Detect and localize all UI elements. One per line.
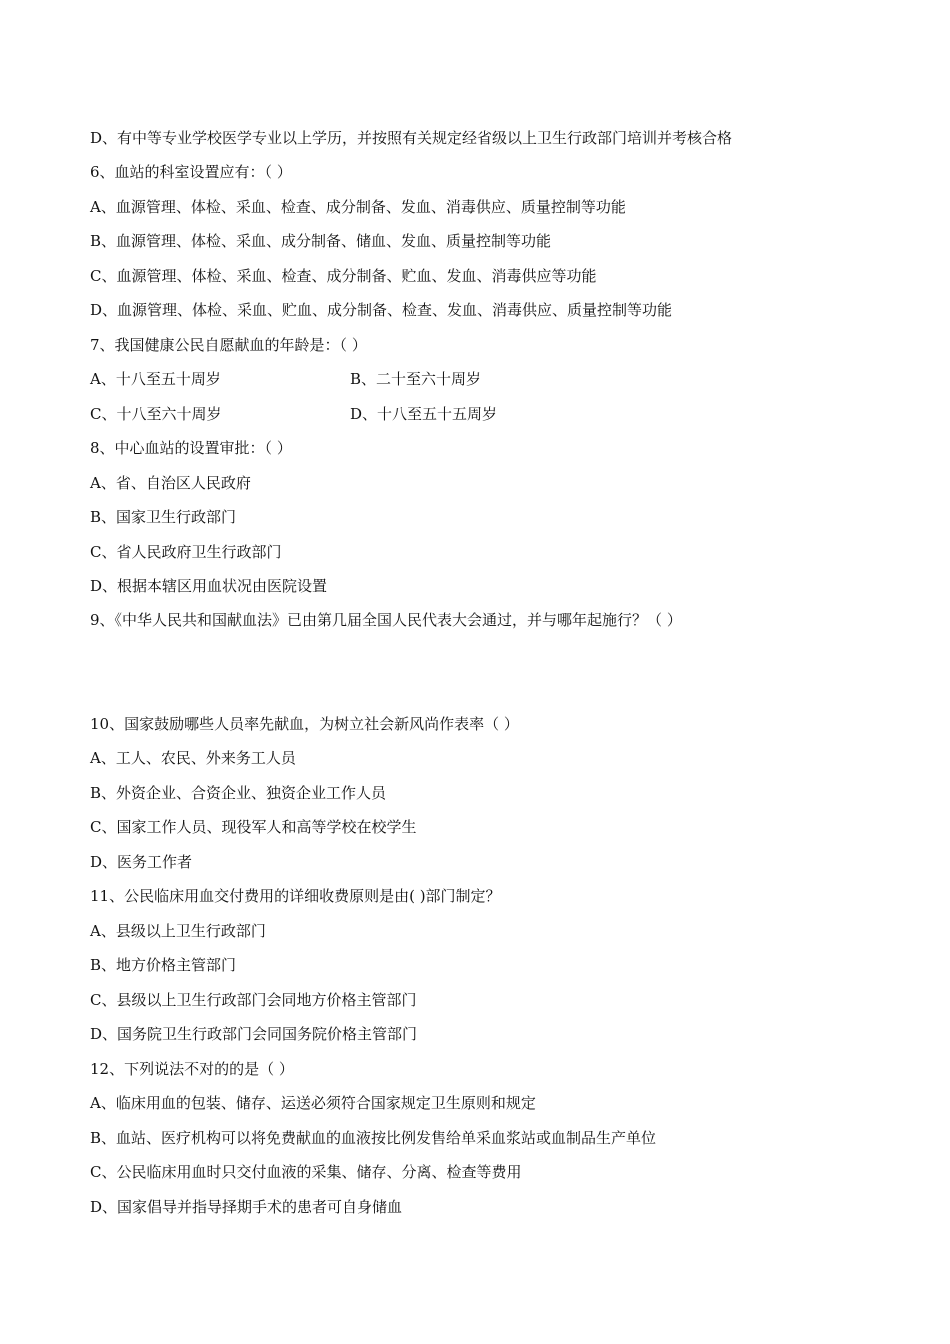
q10-option-d: D、医务工作者 xyxy=(90,853,193,871)
q11-option-a: A、县级以上卫生行政部门 xyxy=(90,922,266,940)
q7-option-c: C、十八至六十周岁 xyxy=(90,405,222,423)
q6-option-a: A、血源管理、体检、采血、检查、成分制备、发血、消毒供应、质量控制等功能 xyxy=(90,198,626,216)
q12-option-c: C、公民临床用血时只交付血液的采集、储存、分离、检查等费用 xyxy=(90,1163,522,1181)
q11-option-b: B、地方价格主管部门 xyxy=(90,956,237,974)
q7-option-b: B、二十至六十周岁 xyxy=(350,370,482,388)
q7-option-a: A、十八至五十周岁 xyxy=(90,370,221,388)
q10-option-c: C、国家工作人员、现役军人和高等学校在校学生 xyxy=(90,818,417,836)
q12-option-b: B、血站、医疗机构可以将免费献血的血液按比例发售给单采血浆站或血制品生产单位 xyxy=(90,1129,657,1147)
q7-options-row-2 xyxy=(90,403,498,425)
q8-option-a: A、省、自治区人民政府 xyxy=(90,474,251,492)
q11-option-c: C、县级以上卫生行政部门会同地方价格主管部门 xyxy=(90,991,417,1009)
q10-question: 10、国家鼓励哪些人员率先献血，为树立社会新风尚作表率（ ） xyxy=(90,715,519,733)
q6-option-c: C、血源管理、体检、采血、检查、成分制备、贮血、发血、消毒供应等功能 xyxy=(90,267,597,285)
q7-option-d: D、十八至五十五周岁 xyxy=(350,405,498,423)
q9-question: 9、《中华人民共和国献血法》已由第几届全国人民代表大会通过，并与哪年起施行？（ ） xyxy=(90,611,682,629)
q6-option-d: D、血源管理、体检、采血、贮血、成分制备、检查、发血、消毒供应、质量控制等功能 xyxy=(90,301,673,319)
q12-option-d: D、国家倡导并指导择期手术的患者可自身储血 xyxy=(90,1198,403,1216)
q11-question: 11、公民临床用血交付费用的详细收费原则是由( )部门制定？ xyxy=(90,887,501,905)
q11-option-d: D、国务院卫生行政部门会同国务院价格主管部门 xyxy=(90,1025,418,1043)
q8-option-d: D、根据本辖区用血状况由医院设置 xyxy=(90,577,328,595)
q8-option-c: C、省人民政府卫生行政部门 xyxy=(90,543,282,561)
q6-option-b: B、血源管理、体检、采血、成分制备、储血、发血、质量控制等功能 xyxy=(90,232,552,250)
q5-option-d: D、有中等专业学校医学专业以上学历，并按照有关规定经省级以上卫生行政部门培训并考核合格 xyxy=(90,129,733,147)
q10-option-a: A、工人、农民、外来务工人员 xyxy=(90,749,296,767)
q6-question: 6、血站的科室设置应有：（ ） xyxy=(90,163,292,181)
q12-question: 12、下列说法不对的的是（ ） xyxy=(90,1060,294,1078)
q12-option-a: A、临床用血的包装、储存、运送必须符合国家规定卫生原则和规定 xyxy=(90,1094,536,1112)
q8-question: 8、中心血站的设置审批：（ ） xyxy=(90,439,292,457)
q7-options-row-1 xyxy=(90,368,482,390)
q8-option-b: B、国家卫生行政部门 xyxy=(90,508,237,526)
q10-option-b: B、外资企业、合资企业、独资企业工作人员 xyxy=(90,784,387,802)
q7-question: 7、我国健康公民自愿献血的年龄是：（ ） xyxy=(90,336,367,354)
